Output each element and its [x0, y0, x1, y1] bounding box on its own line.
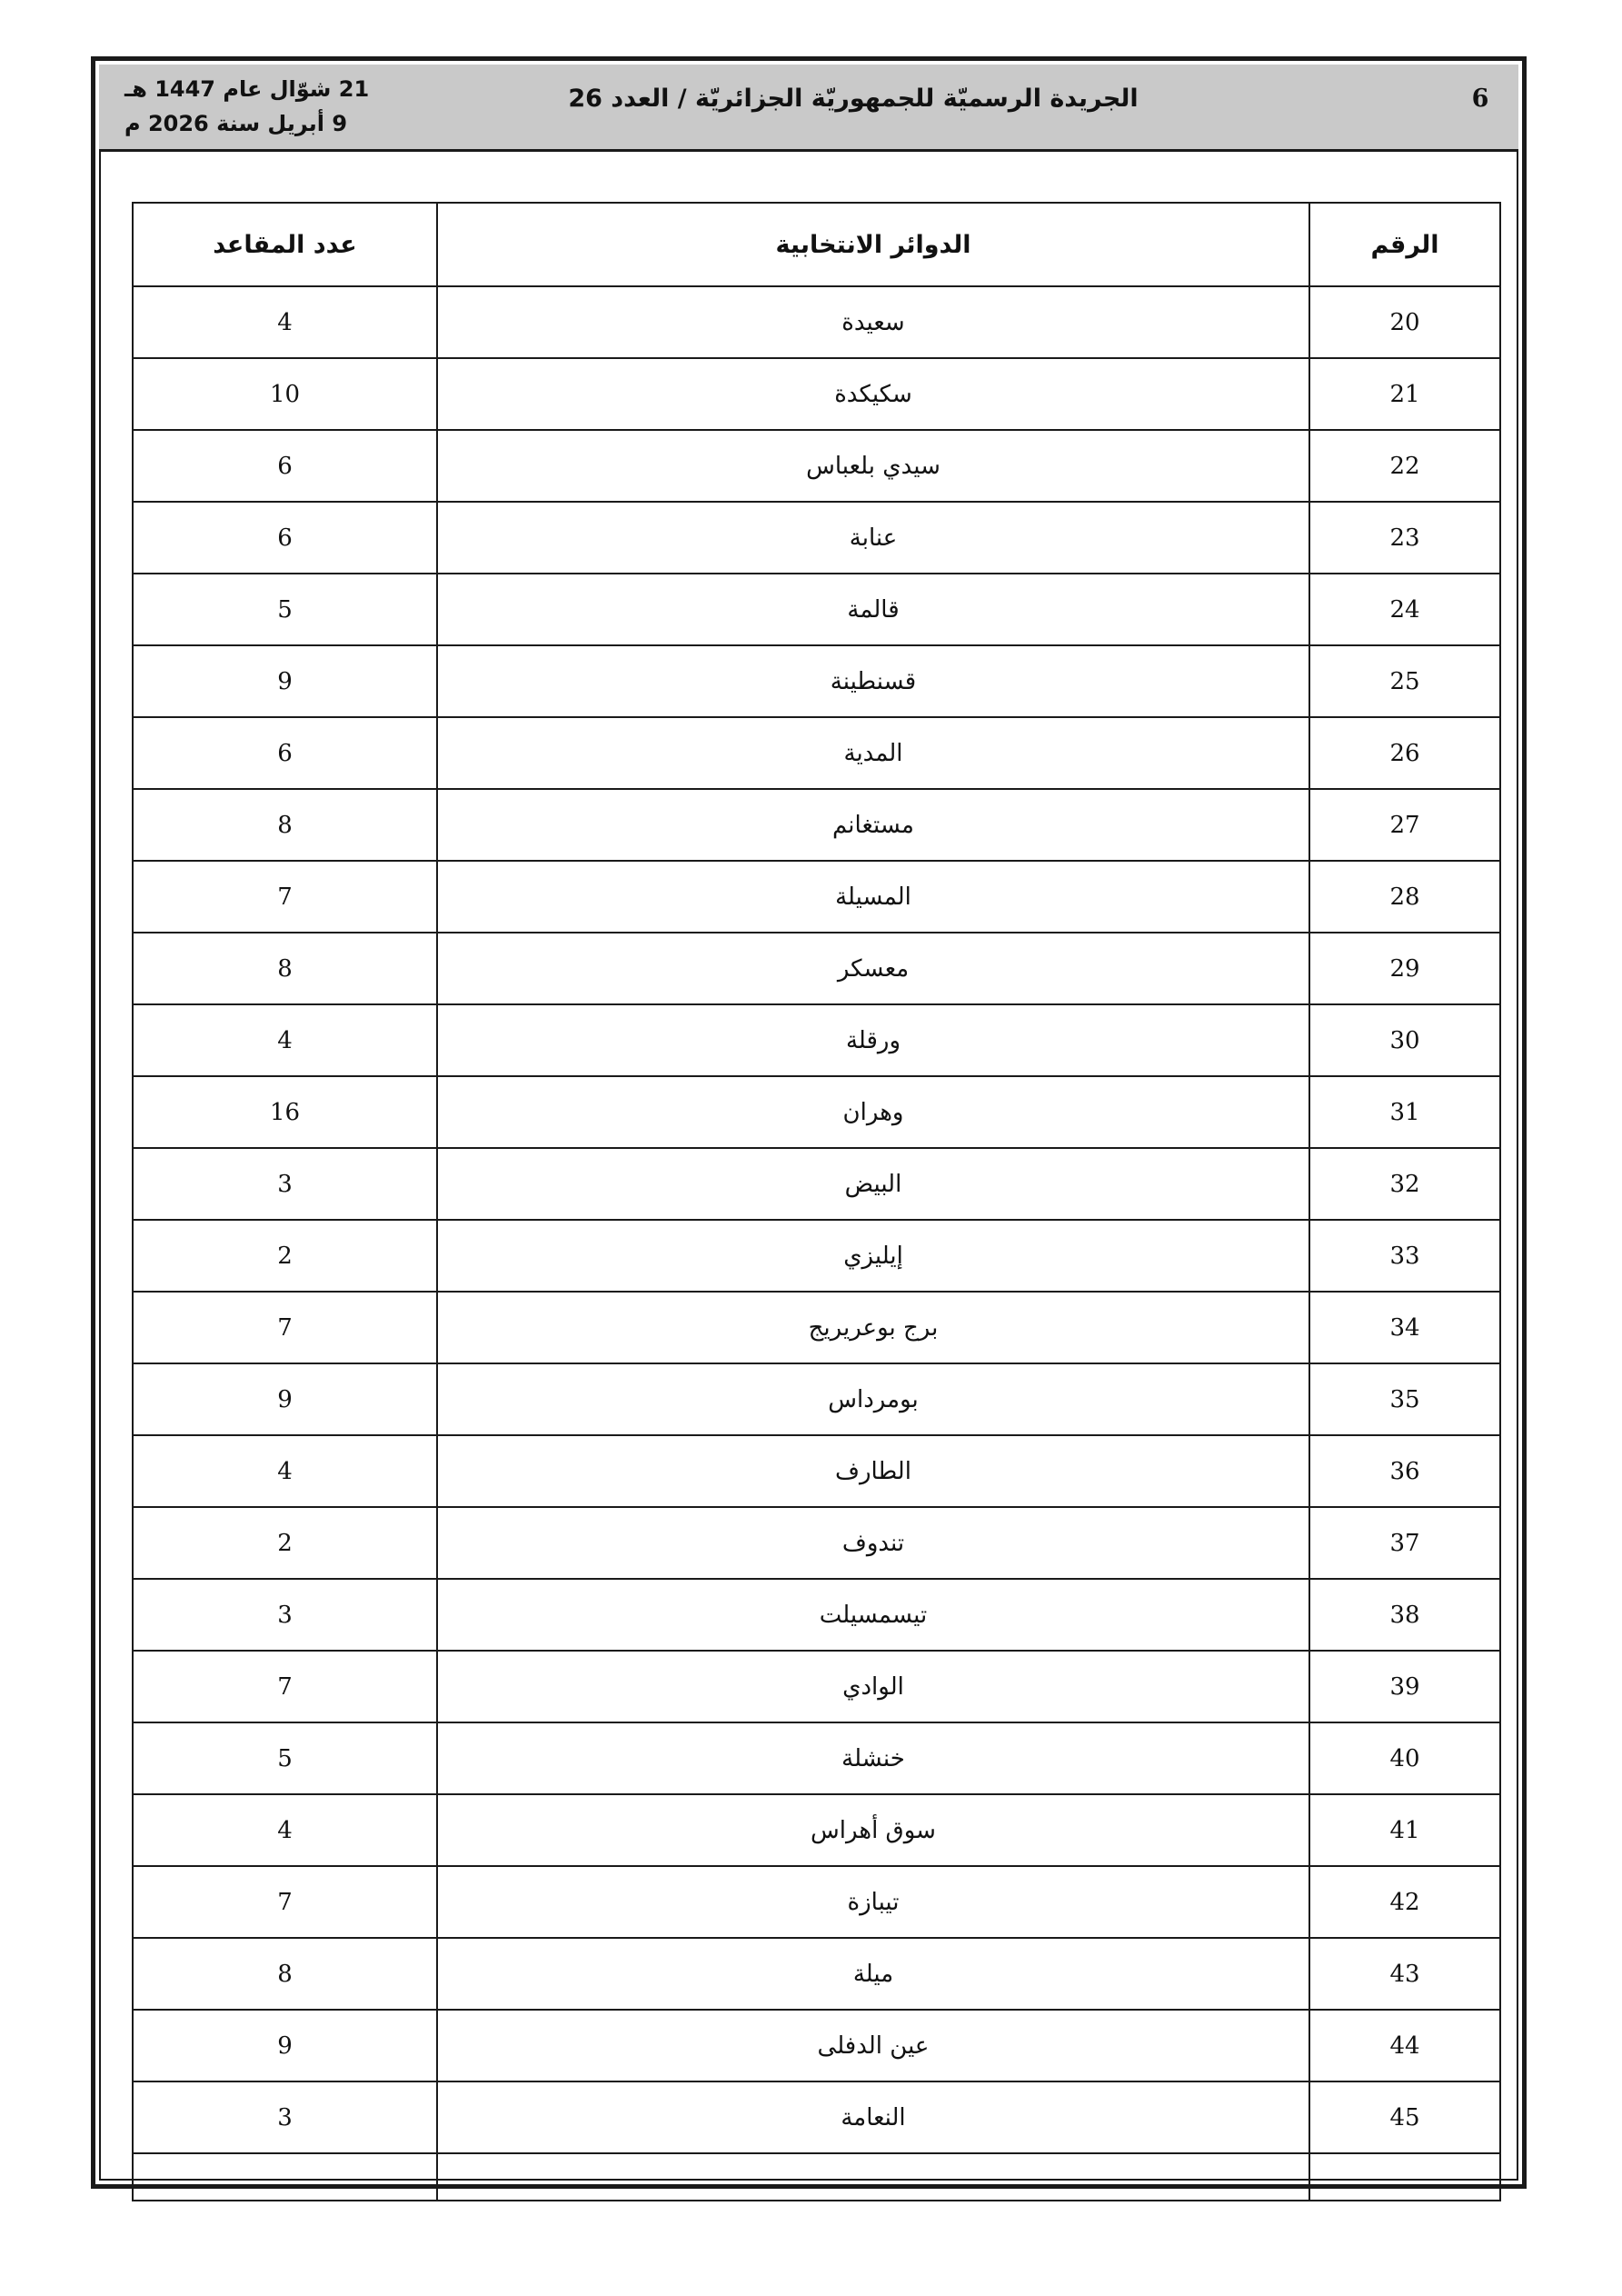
row-seats: 3 — [133, 2081, 437, 2153]
header-dates — [124, 72, 397, 141]
row-number: 45 — [1309, 2081, 1500, 2153]
table-row — [133, 2081, 1500, 2153]
row-seats: 16 — [133, 1076, 437, 1148]
table-row — [133, 1220, 1500, 1292]
table-row — [133, 1292, 1500, 1363]
gazette-title: الجريدة الرسميّة للجمهوريّة الجزائريّة / العدد 26 — [568, 85, 1139, 113]
table-row — [133, 1579, 1500, 1651]
row-constituency: برج بوعريريج — [437, 1292, 1309, 1363]
table-row — [133, 1866, 1500, 1938]
row-constituency: بومرداس — [437, 1363, 1309, 1435]
row-constituency: سيدي بلعباس — [437, 430, 1309, 502]
row-constituency: المسيلة — [437, 861, 1309, 933]
table-row — [133, 358, 1500, 430]
table-row — [133, 1076, 1500, 1148]
table-bottom-space — [133, 2153, 1500, 2201]
row-constituency: الطارف — [437, 1435, 1309, 1507]
row-seats: 4 — [133, 1004, 437, 1076]
row-constituency: سكيكدة — [437, 358, 1309, 430]
row-constituency: وهران — [437, 1076, 1309, 1148]
table-row — [133, 717, 1500, 789]
header-seats: عدد المقاعد — [133, 203, 437, 286]
row-constituency: معسكر — [437, 933, 1309, 1004]
row-seats: 7 — [133, 1866, 437, 1938]
row-constituency: إيليزي — [437, 1220, 1309, 1292]
row-constituency: المدية — [437, 717, 1309, 789]
row-seats: 10 — [133, 358, 437, 430]
row-seats: 3 — [133, 1579, 437, 1651]
row-seats: 5 — [133, 1722, 437, 1794]
row-seats: 6 — [133, 430, 437, 502]
row-seats: 9 — [133, 1363, 437, 1435]
row-number: 26 — [1309, 717, 1500, 789]
gregorian-date: 9 أبريل سنة 2026 م — [124, 111, 348, 136]
table-row — [133, 430, 1500, 502]
row-number: 39 — [1309, 1651, 1500, 1722]
table-row — [133, 502, 1500, 574]
page-number: 6 — [1471, 85, 1489, 113]
row-seats: 4 — [133, 286, 437, 358]
table-row — [133, 1722, 1500, 1794]
row-seats: 9 — [133, 2010, 437, 2081]
row-number: 42 — [1309, 1866, 1500, 1938]
table-row — [133, 1507, 1500, 1579]
row-number: 24 — [1309, 574, 1500, 645]
row-constituency: سوق أهراس — [437, 1794, 1309, 1866]
row-seats: 9 — [133, 645, 437, 717]
row-seats: 7 — [133, 1651, 437, 1722]
row-seats: 8 — [133, 789, 437, 861]
header-number: الرقم — [1309, 203, 1500, 286]
row-constituency: ميلة — [437, 1938, 1309, 2010]
row-seats: 2 — [133, 1507, 437, 1579]
row-seats: 8 — [133, 1938, 437, 2010]
row-seats: 4 — [133, 1794, 437, 1866]
constituency-table — [132, 202, 1501, 2201]
table-header-row — [133, 203, 1500, 286]
header-constituency: الدوائر الانتخابية — [437, 203, 1309, 286]
row-number: 22 — [1309, 430, 1500, 502]
row-seats: 8 — [133, 933, 437, 1004]
table-row — [133, 1651, 1500, 1722]
table-row — [133, 1004, 1500, 1076]
row-constituency: قسنطينة — [437, 645, 1309, 717]
row-number: 35 — [1309, 1363, 1500, 1435]
hijri-date: 21 شوّال عام 1447 هـ — [124, 76, 370, 102]
row-seats: 7 — [133, 861, 437, 933]
empty-cell — [1309, 2153, 1500, 2201]
row-number: 43 — [1309, 1938, 1500, 2010]
row-seats: 6 — [133, 717, 437, 789]
table-row — [133, 933, 1500, 1004]
row-seats: 2 — [133, 1220, 437, 1292]
row-number: 44 — [1309, 2010, 1500, 2081]
constituency-table-container — [132, 202, 1499, 2201]
row-number: 32 — [1309, 1148, 1500, 1220]
row-seats: 7 — [133, 1292, 437, 1363]
empty-cell — [437, 2153, 1309, 2201]
row-number: 33 — [1309, 1220, 1500, 1292]
table-row — [133, 1938, 1500, 2010]
row-constituency: البيض — [437, 1148, 1309, 1220]
row-seats: 6 — [133, 502, 437, 574]
table-body — [133, 286, 1500, 2201]
row-constituency: عين الدفلى — [437, 2010, 1309, 2081]
row-number: 20 — [1309, 286, 1500, 358]
row-constituency: النعامة — [437, 2081, 1309, 2153]
row-number: 40 — [1309, 1722, 1500, 1794]
row-number: 28 — [1309, 861, 1500, 933]
table-row — [133, 1435, 1500, 1507]
table-row — [133, 1148, 1500, 1220]
row-constituency: تيسمسيلت — [437, 1579, 1309, 1651]
table-row — [133, 1794, 1500, 1866]
row-constituency: مستغانم — [437, 789, 1309, 861]
row-constituency: عنابة — [437, 502, 1309, 574]
row-constituency: تيبازة — [437, 1866, 1309, 1938]
table-row — [133, 2010, 1500, 2081]
row-constituency: خنشلة — [437, 1722, 1309, 1794]
table-row — [133, 574, 1500, 645]
table-row — [133, 789, 1500, 861]
table-row — [133, 861, 1500, 933]
row-number: 34 — [1309, 1292, 1500, 1363]
row-seats: 4 — [133, 1435, 437, 1507]
row-number: 30 — [1309, 1004, 1500, 1076]
row-number: 23 — [1309, 502, 1500, 574]
row-constituency: الوادي — [437, 1651, 1309, 1722]
row-number: 29 — [1309, 933, 1500, 1004]
row-number: 27 — [1309, 789, 1500, 861]
table-row — [133, 1363, 1500, 1435]
row-number: 21 — [1309, 358, 1500, 430]
row-number: 25 — [1309, 645, 1500, 717]
row-number: 37 — [1309, 1507, 1500, 1579]
row-constituency: سعيدة — [437, 286, 1309, 358]
row-seats: 3 — [133, 1148, 437, 1220]
row-number: 31 — [1309, 1076, 1500, 1148]
row-constituency: تندوف — [437, 1507, 1309, 1579]
row-seats: 5 — [133, 574, 437, 645]
row-number: 36 — [1309, 1435, 1500, 1507]
row-number: 41 — [1309, 1794, 1500, 1866]
empty-cell — [133, 2153, 437, 2201]
page-header — [99, 65, 1518, 152]
row-constituency: ورقلة — [437, 1004, 1309, 1076]
table-row — [133, 286, 1500, 358]
row-constituency: قالمة — [437, 574, 1309, 645]
row-number: 38 — [1309, 1579, 1500, 1651]
table-row — [133, 645, 1500, 717]
